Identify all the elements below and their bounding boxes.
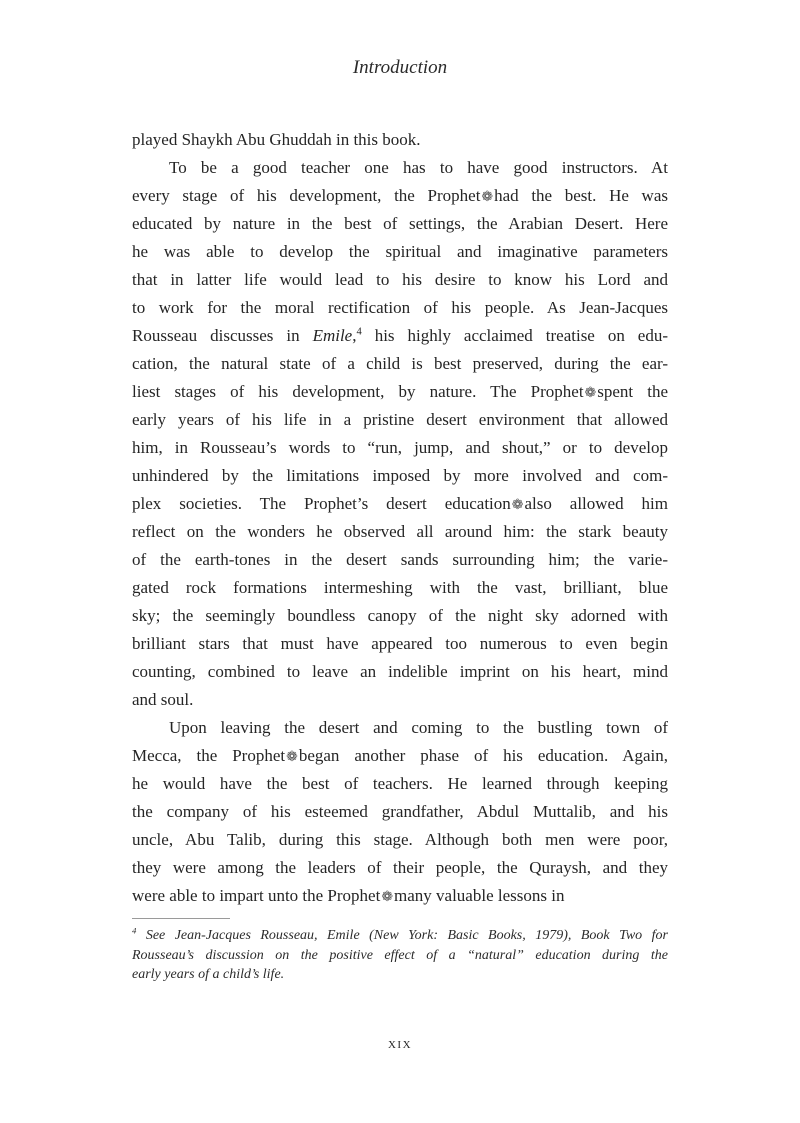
footnote-reference: 4 (356, 326, 362, 338)
text-run: also allowed him (524, 494, 668, 513)
pbuh-calligraphy-icon: ❁ (381, 889, 394, 905)
body-line (132, 210, 668, 238)
text-run: played Shaykh Abu Ghuddah in this book. (132, 130, 421, 149)
text-run: gated rock formations intermeshing with the vast, brilliant, blue (132, 578, 668, 597)
body-line (132, 406, 668, 434)
text-run: early years of his life in a pristine desert environment that allowed (132, 410, 668, 429)
text-run: he would have the best of teachers. He learned through keeping (132, 774, 668, 793)
text-run: were able to impart unto the Prophet (132, 886, 381, 905)
text-run: uncle, Abu Talib, during this stage. Although both men were poor, (132, 830, 668, 849)
text-run: counting, combined to leave an indelible imprint on his heart, mind (132, 662, 668, 681)
body-line (132, 826, 668, 854)
body-line (132, 378, 668, 406)
text-run: to work for the moral rectification of his people. As Jean-Jacques (132, 298, 668, 317)
text-run: Rousseau discusses in (132, 326, 313, 345)
body-line (132, 574, 668, 602)
text-run: of the earth-tones in the desert sands surrounding him; the varie- (132, 550, 668, 569)
body-line (132, 182, 668, 210)
body-line (132, 294, 668, 322)
text-run: they were among the leaders of their people, the Quraysh, and they (132, 858, 668, 877)
body-line (132, 602, 668, 630)
body-line (132, 798, 668, 826)
pbuh-calligraphy-icon: ❁ (511, 497, 524, 513)
footnote-reference: 4 (132, 926, 137, 936)
text-run: To be a good teacher one has to have good instructors. At (169, 158, 668, 177)
text-run: Mecca, the Prophet (132, 746, 286, 765)
body-line (132, 854, 668, 882)
footnote (132, 910, 668, 985)
text-run: spent the (597, 382, 668, 401)
pbuh-calligraphy-icon: ❁ (286, 749, 298, 765)
text-run: Emile (312, 326, 353, 345)
pbuh-calligraphy-icon: ❁ (584, 385, 597, 401)
footnote-line (132, 926, 668, 946)
body-line (132, 518, 668, 546)
body-line (132, 350, 668, 378)
body-line (132, 322, 668, 350)
body-line (132, 630, 668, 658)
body-line (132, 154, 668, 182)
footnote-line (132, 965, 668, 985)
text-run: that in latter life would lead to his desire to know his Lord and (132, 270, 668, 289)
text-run: the company of his esteemed grandfather, Abdul Muttalib, and his (132, 802, 668, 821)
running-header: Introduction (352, 57, 448, 78)
footnote-text (132, 926, 668, 985)
body-line (132, 238, 668, 266)
text-run: sky; the seemingly boundless canopy of the night sky adorned with (132, 606, 668, 625)
pbuh-calligraphy-icon: ❁ (481, 189, 494, 205)
text-run: brilliant stars that must have appeared too numerous to even begin (132, 634, 668, 653)
body-line (132, 490, 668, 518)
text-run: him, in Rousseau’s words to “run, jump, and shout,” or to develop (132, 438, 668, 457)
body-text (132, 126, 668, 910)
text-run: , (352, 326, 357, 345)
text-run: had the best. He was (494, 186, 668, 205)
body-line (132, 770, 668, 798)
text-run: cation, the natural state of a child is best preserved, during the ear- (132, 354, 668, 373)
body-line (132, 882, 668, 910)
text-run: liest stages of his development, by nature. The Prophet (132, 382, 584, 401)
text-run: he was able to develop the spiritual and imaginative parameters (132, 242, 668, 261)
body-line (132, 434, 668, 462)
body-line (132, 546, 668, 574)
text-run: his highly acclaimed treatise on edu- (361, 326, 668, 345)
text-run: and soul. (132, 690, 194, 709)
body-line (132, 714, 668, 742)
footnote-rule (132, 918, 230, 919)
text-run: unhindered by the limitations imposed by more involved and com- (132, 466, 668, 485)
footnote-line (132, 946, 668, 966)
body-line (132, 658, 668, 686)
text-run: began another phase of his education. Again, (298, 746, 668, 765)
text-run: many valuable lessons in (394, 886, 565, 905)
page-number: xix (387, 1036, 413, 1052)
body-line (132, 686, 668, 714)
text-run: plex societies. The Prophet’s desert education (132, 494, 511, 513)
text-run: early years of a child’s life. (132, 967, 285, 982)
text-run: educated by nature in the best of settings, the Arabian Desert. Here (132, 214, 668, 233)
text-run: Rousseau’s discussion on the positive effect of a “natural” education during the (132, 947, 668, 963)
body-line (132, 266, 668, 294)
body-line (132, 462, 668, 490)
text-run: every stage of his development, the Prophet (132, 186, 481, 205)
text-run: reflect on the wonders he observed all around him: the stark beauty (132, 522, 668, 541)
body-line (132, 126, 668, 154)
text-run: Upon leaving the desert and coming to the bustling town of (169, 718, 668, 737)
text-run: See Jean-Jacques Rousseau, Emile (New York: Basic Books, 1979), Book Two for (136, 928, 668, 943)
body-line (132, 742, 668, 770)
